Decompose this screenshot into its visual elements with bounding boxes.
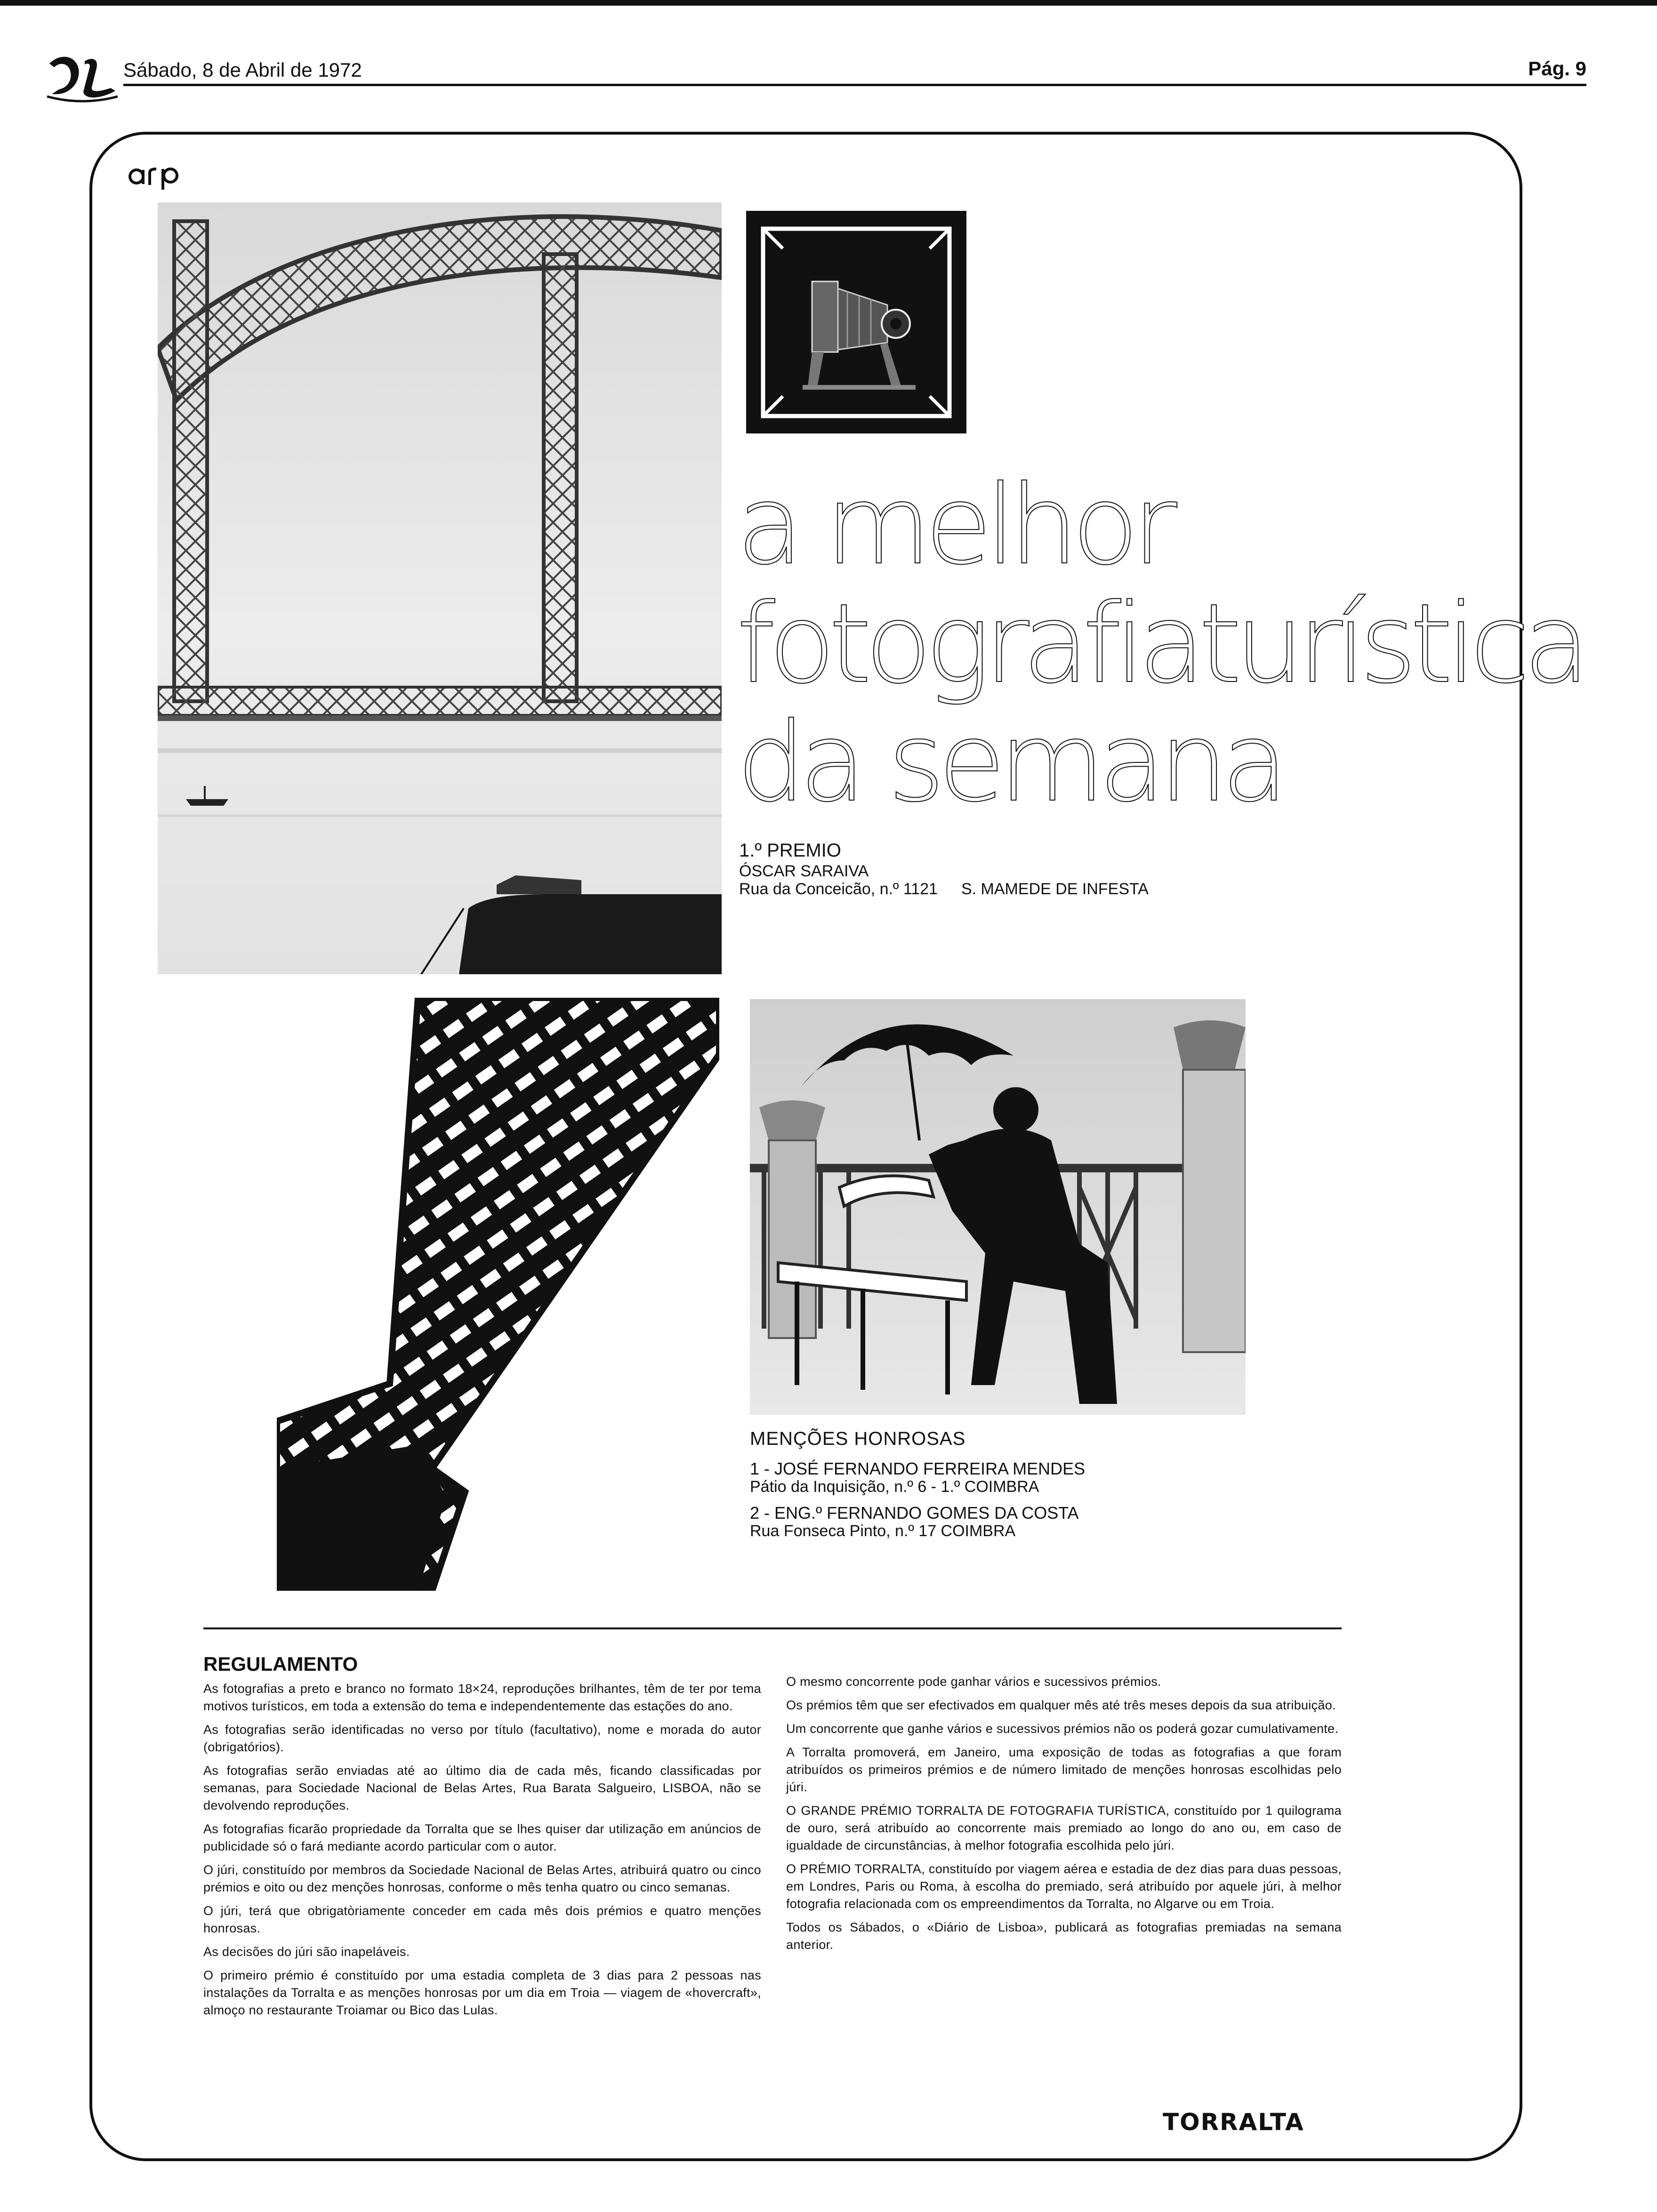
regulation-paragraph: As decisões do júri são inapeláveis. [203, 1945, 410, 1959]
first-prize-title: 1.º PREMIO [739, 840, 841, 861]
headline-line-3: da semana [737, 699, 1282, 826]
mention-2-address: Rua Fonseca Pinto, n.º 17 COIMBRA [750, 1522, 1016, 1540]
photo-man-with-umbrella [750, 999, 1246, 1415]
regulation-divider [203, 1627, 1342, 1629]
mention-1-address: Pátio da Inquisição, n.º 6 - 1.º COIMBRA [750, 1478, 1039, 1496]
regulation-paragraph: O júri, terá que obrigatòriamente conceder em cada mês dois prémios e quatro menções honrosas. [203, 1904, 761, 1935]
page-number: Pág. 9 [1528, 57, 1586, 80]
regulation-paragraph: O mesmo concorrente pode ganhar vários e sucessivos prémios. [786, 1675, 1161, 1689]
regulation-paragraph: O júri, constituído por membros da Sociedade Nacional de Belas Artes, atribuirá quatro ou cinco prémios e oito ou dez menções honrosas, conforme o mês tenha quatro ou cinco semanas. [203, 1863, 761, 1894]
newspaper-masthead-logo [45, 49, 120, 106]
regulation-paragraph: O primeiro prémio é constituído por uma estadia completa de 3 dias para 2 pessoas nas instalações da Torralta e as menções honrosas por um dia em Troia — viagem de «hovercraft», almoço no restaurante Troiamar ou Bico das Lulas. [203, 1968, 761, 2017]
headline [737, 462, 1584, 826]
regulation-paragraph: O GRANDE PRÉMIO TORRALTA DE FOTOGRAFIA TURÍSTICA, constituído por 1 quilograma de ouro, será atribuído ao concorrente mais premiado ao longo do ano ou, em caso de igualdade de circunstâncias, à melhor fotografia escolhida pelo júri. [786, 1803, 1342, 1852]
header-divider [123, 84, 1586, 86]
regulation-paragraph: As fotografias ficarão propriedade da Torralta que se lhes quiser dar utilização em anúncios de publicidade só o fará mediante acordo particular com o autor. [203, 1822, 761, 1853]
photo-bridge-silhouette [277, 998, 719, 1591]
agency-logo [127, 158, 184, 197]
mention-2-name: 2 - ENG.º FERNANDO GOMES DA COSTA [750, 1503, 1079, 1523]
regulation-left-column [203, 1680, 761, 2025]
regulation-paragraph: Um concorrente que ganhe vários e sucessivos prémios não os poderá gozar cumulativamente. [786, 1722, 1339, 1736]
regulation-title: REGULAMENTO [203, 1653, 358, 1675]
issue-date: Sábado, 8 de Abril de 1972 [123, 59, 362, 81]
headline-line-2: fotografiaturística [737, 580, 1584, 707]
torralta-logo: TORRALTA [1163, 2108, 1304, 2136]
honorable-mentions [750, 1430, 1085, 1548]
regulation-paragraph: A Torralta promoverá, em Janeiro, uma exposição de todas as fotografias a que foram atribuídos os primeiros prémios e de número limitado de menções honrosas escolhidas pelo júri. [786, 1745, 1342, 1794]
mentions-title: MENÇÕES HONROSAS [750, 1428, 966, 1449]
regulation-paragraph: As fotografias serão enviadas até ao último dia de cada mês, ficando classificadas por semanas, para Sociedade Nacional de Belas Artes, Rua Barata Salgueiro, LISBOA, não se devolvendo reproduções. [203, 1763, 761, 1812]
first-prize-block [739, 842, 1149, 898]
winning-photo-bridge [158, 202, 722, 974]
first-prize-city: S. MAMEDE DE INFESTA [961, 880, 1149, 898]
mention-1-name: 1 - JOSÉ FERNANDO FERREIRA MENDES [750, 1459, 1086, 1478]
first-prize-address-line [739, 880, 1149, 898]
regulation-paragraph: O PRÉMIO TORRALTA, constituído por viagem aérea e estadia de dez dias para duas pessoas, em Londres, Paris ou Roma, à escolha do premiado, será atribuído por aquele júri, à melhor fotografia relacionada com os empreendimentos da Torralta, no Algarve ou em Troia. [786, 1862, 1342, 1911]
regulation-paragraph: Os prémios têm que ser efectivados em qualquer mês até três meses depois da sua atribuição. [786, 1698, 1336, 1712]
first-prize-address: Rua da Conceicão, n.º 1121 [739, 880, 938, 898]
regulation-paragraph: Todos os Sábados, o «Diário de Lisboa», publicará as fotografias premiadas na semana anterior. [786, 1920, 1342, 1952]
regulation-right-column [786, 1673, 1342, 1960]
camera-illustration [746, 211, 966, 433]
first-prize-winner: ÓSCAR SARAIVA [739, 862, 869, 880]
regulation-paragraph: As fotografias a preto e branco no formato 18×24, reproduções brilhantes, têm de ter por tema motivos turísticos, em toda a extensão do tema e independentemente das estações do ano. [203, 1682, 761, 1713]
top-border [0, 0, 1657, 6]
headline-line-1: a melhor [737, 462, 1171, 589]
regulation-paragraph: As fotografias serão identificadas no verso por título (facultativo), nome e morada do autor (obrigatórios). [203, 1723, 761, 1754]
